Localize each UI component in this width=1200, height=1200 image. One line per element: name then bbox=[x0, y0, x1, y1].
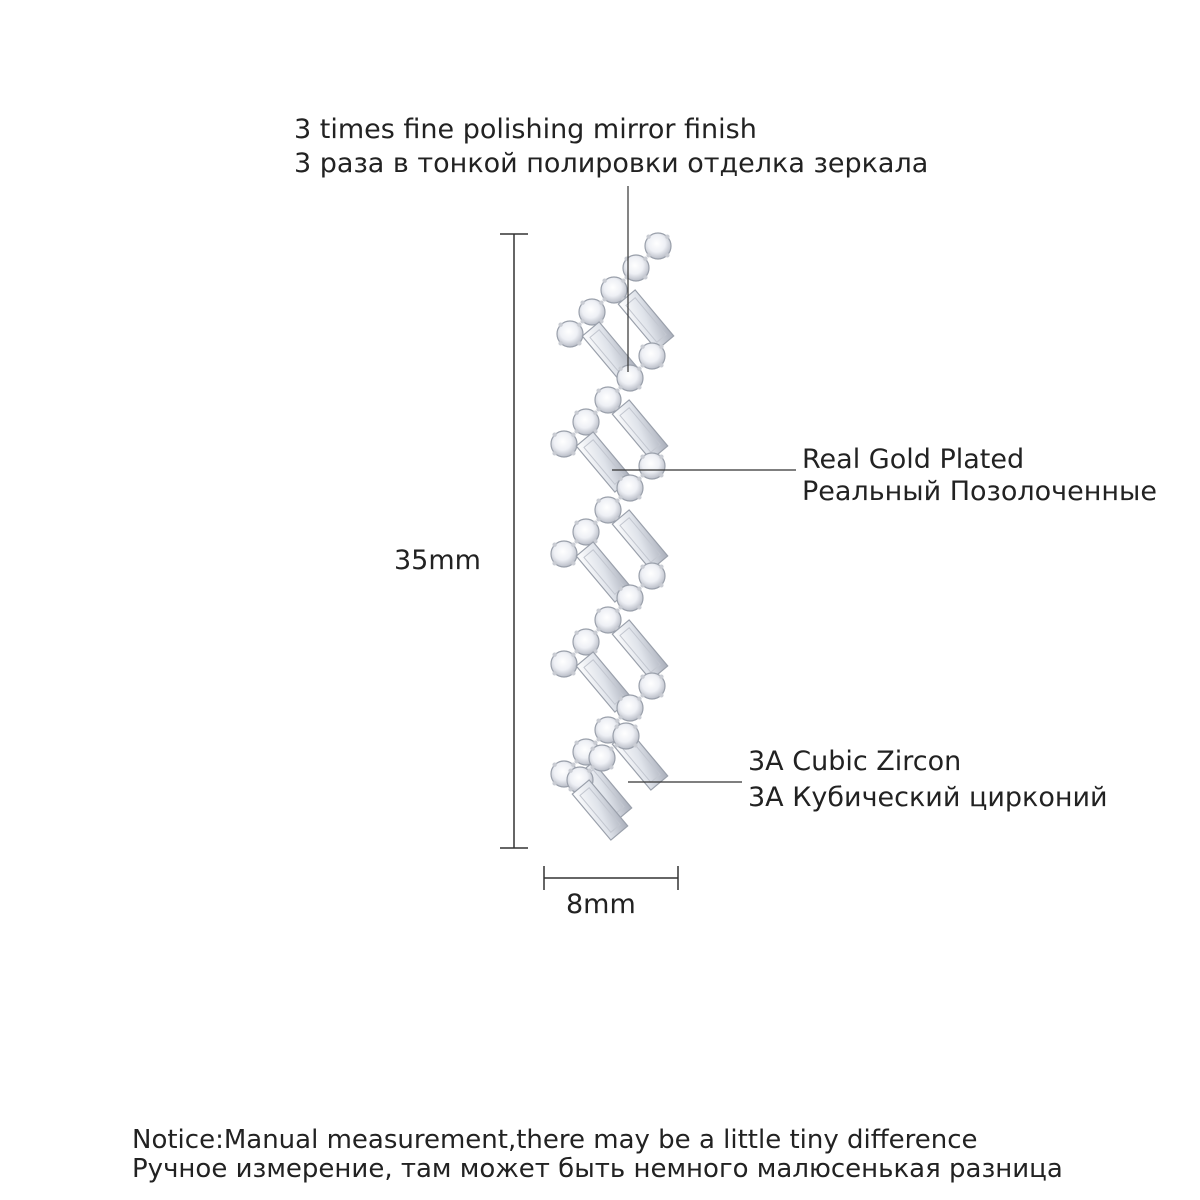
prong bbox=[637, 385, 641, 389]
prong bbox=[596, 407, 600, 411]
prong bbox=[665, 234, 669, 238]
prong bbox=[640, 363, 644, 367]
prong bbox=[599, 300, 603, 304]
baguette-zircon-stone bbox=[612, 620, 667, 680]
prong bbox=[618, 586, 622, 590]
prong bbox=[659, 363, 663, 367]
polish-label-en: 3 times fine polishing mirror finish bbox=[294, 114, 757, 145]
prong bbox=[571, 652, 575, 656]
prong bbox=[593, 630, 597, 634]
prong bbox=[593, 410, 597, 414]
notice-text-ru: Ручное измерение, там может быть немного малюсенькая разница bbox=[132, 1154, 1063, 1184]
prong bbox=[640, 583, 644, 587]
prong bbox=[571, 432, 575, 436]
prong bbox=[637, 696, 641, 700]
prong bbox=[640, 564, 644, 568]
prong bbox=[659, 344, 663, 348]
prong bbox=[596, 627, 600, 631]
prong bbox=[574, 539, 578, 543]
prong bbox=[580, 319, 584, 323]
prong bbox=[577, 341, 581, 345]
prong bbox=[552, 451, 556, 455]
prong bbox=[552, 781, 556, 785]
prong bbox=[621, 278, 625, 282]
prong bbox=[633, 743, 637, 747]
prong bbox=[574, 520, 578, 524]
prong bbox=[552, 671, 556, 675]
prong bbox=[618, 366, 622, 370]
prong bbox=[552, 542, 556, 546]
prong bbox=[659, 674, 663, 678]
prong bbox=[637, 476, 641, 480]
prong bbox=[574, 429, 578, 433]
prong bbox=[640, 344, 644, 348]
notice-text-en: Notice:Manual measurement,there may be a little tiny difference bbox=[132, 1125, 978, 1155]
prong bbox=[558, 341, 562, 345]
width-dimension-label: 8mm bbox=[566, 889, 636, 920]
prong bbox=[615, 718, 619, 722]
prong bbox=[596, 498, 600, 502]
prong bbox=[596, 388, 600, 392]
prong bbox=[618, 696, 622, 700]
prong bbox=[615, 608, 619, 612]
prong bbox=[571, 451, 575, 455]
prong bbox=[574, 649, 578, 653]
prong bbox=[646, 253, 650, 257]
prong bbox=[640, 473, 644, 477]
prong bbox=[577, 322, 581, 326]
prong bbox=[593, 740, 597, 744]
prong bbox=[571, 561, 575, 565]
prong bbox=[618, 495, 622, 499]
prong bbox=[615, 498, 619, 502]
prong bbox=[637, 586, 641, 590]
prong bbox=[665, 253, 669, 257]
prong bbox=[596, 737, 600, 741]
prong bbox=[637, 605, 641, 609]
prong bbox=[596, 718, 600, 722]
prong bbox=[571, 762, 575, 766]
prong bbox=[637, 366, 641, 370]
prong bbox=[640, 674, 644, 678]
prong bbox=[618, 385, 622, 389]
prong bbox=[558, 322, 562, 326]
prong bbox=[614, 743, 618, 747]
plating-label-ru: Реальный Позолоченные bbox=[802, 476, 1157, 507]
prong bbox=[646, 234, 650, 238]
prong bbox=[571, 542, 575, 546]
prong bbox=[574, 410, 578, 414]
prong bbox=[615, 388, 619, 392]
stone-label-en: 3A Cubic Zircon bbox=[748, 746, 962, 777]
prong bbox=[659, 454, 663, 458]
polish-label-ru: 3 раза в тонкой полировки отделка зеркала bbox=[294, 148, 929, 179]
prong bbox=[596, 517, 600, 521]
prong bbox=[552, 561, 556, 565]
baguette-zircon-stone bbox=[618, 290, 673, 350]
prong bbox=[614, 724, 618, 728]
prong bbox=[602, 278, 606, 282]
prong bbox=[587, 768, 591, 772]
prong bbox=[637, 495, 641, 499]
prong bbox=[659, 564, 663, 568]
width-dimension-line bbox=[544, 866, 678, 890]
prong bbox=[552, 432, 556, 436]
prong bbox=[659, 693, 663, 697]
prong bbox=[609, 765, 613, 769]
prong bbox=[593, 520, 597, 524]
prong bbox=[590, 765, 594, 769]
prong bbox=[552, 762, 556, 766]
prong bbox=[568, 768, 572, 772]
plating-label-en: Real Gold Plated bbox=[802, 444, 1025, 475]
prong bbox=[574, 759, 578, 763]
prong bbox=[602, 297, 606, 301]
prong bbox=[643, 256, 647, 260]
prong bbox=[574, 740, 578, 744]
prong bbox=[659, 473, 663, 477]
prong bbox=[552, 652, 556, 656]
prong bbox=[571, 671, 575, 675]
prong bbox=[618, 715, 622, 719]
height-dimension-line bbox=[500, 234, 528, 848]
earring-drawing bbox=[551, 233, 674, 840]
prong bbox=[609, 746, 613, 750]
prong bbox=[568, 787, 572, 791]
baguette-zircon-stone bbox=[612, 400, 667, 460]
prong bbox=[580, 300, 584, 304]
height-dimension-label: 35mm bbox=[394, 545, 481, 576]
prong bbox=[640, 693, 644, 697]
stone-label-ru: 3A Кубический цирконий bbox=[748, 782, 1108, 813]
prong bbox=[618, 605, 622, 609]
prong bbox=[590, 746, 594, 750]
prong bbox=[633, 724, 637, 728]
prong bbox=[618, 476, 622, 480]
prong bbox=[643, 275, 647, 279]
prong bbox=[637, 715, 641, 719]
prong bbox=[574, 630, 578, 634]
prong bbox=[659, 583, 663, 587]
prong bbox=[596, 608, 600, 612]
prong bbox=[640, 454, 644, 458]
baguette-zircon-stone bbox=[612, 510, 667, 570]
